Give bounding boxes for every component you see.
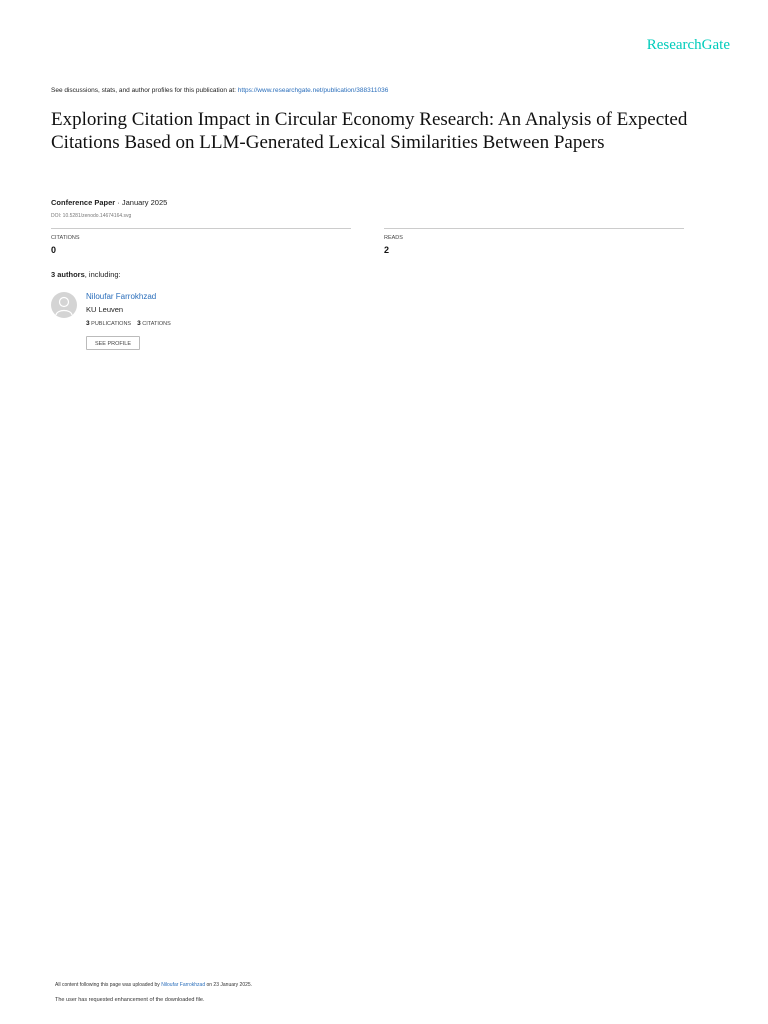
citations-stat — [51, 228, 351, 255]
author-citations-count: 3 — [137, 320, 141, 327]
publication-type: Conference Paper — [51, 198, 116, 207]
publication-date: January 2025 — [121, 198, 168, 207]
researchgate-logo: ResearchGate — [646, 37, 730, 53]
author-publications-label: PUBLICATIONS — [91, 321, 132, 327]
authors-count-line — [51, 270, 121, 279]
author-publications-count: 3 — [86, 320, 90, 327]
upload-prefix: All content following this page was uploaded by — [55, 982, 162, 988]
discussion-line — [51, 87, 388, 94]
upload-suffix: on 23 January 2025. — [205, 982, 253, 988]
reads-label: READS — [384, 235, 403, 241]
authors-count: 3 authors — [51, 270, 85, 279]
person-silhouette-icon — [51, 292, 77, 318]
author-stats — [86, 320, 171, 327]
author-institution: KU Leuven — [86, 305, 124, 314]
enhancement-note: The user has requested enhancement of the downloaded file. — [55, 997, 205, 1003]
citations-label: CITATIONS — [51, 235, 80, 241]
author-avatar-icon[interactable] — [51, 292, 77, 318]
reads-stat — [384, 228, 684, 255]
publication-title: Exploring Citation Impact in Circular Economy Research: An Analysis of Expected Citations Based on LLM-Generated Lexical Similarities Between Papers — [51, 109, 688, 153]
reads-value: 2 — [384, 245, 390, 255]
publication-link[interactable]: https://www.researchgate.net/publication/388311036 — [237, 87, 389, 94]
author-citations-label: CITATIONS — [142, 321, 171, 327]
publication-doi: DOI: 10.5281/zenodo.14674164.svg — [51, 213, 132, 219]
see-profile-button[interactable]: SEE PROFILE — [86, 336, 140, 350]
authors-suffix: , including: — [84, 270, 121, 279]
publication-meta — [51, 198, 167, 207]
author-name-link[interactable]: Niloufar Farrokhzad — [86, 292, 157, 301]
citations-value: 0 — [51, 245, 57, 255]
meta-separator: · — [115, 198, 122, 207]
discussion-prefix: See discussions, stats, and author profiles for this publication at: — [51, 87, 238, 94]
uploader-link[interactable]: Niloufar Farrokhzad — [161, 982, 206, 988]
upload-note — [55, 982, 252, 988]
